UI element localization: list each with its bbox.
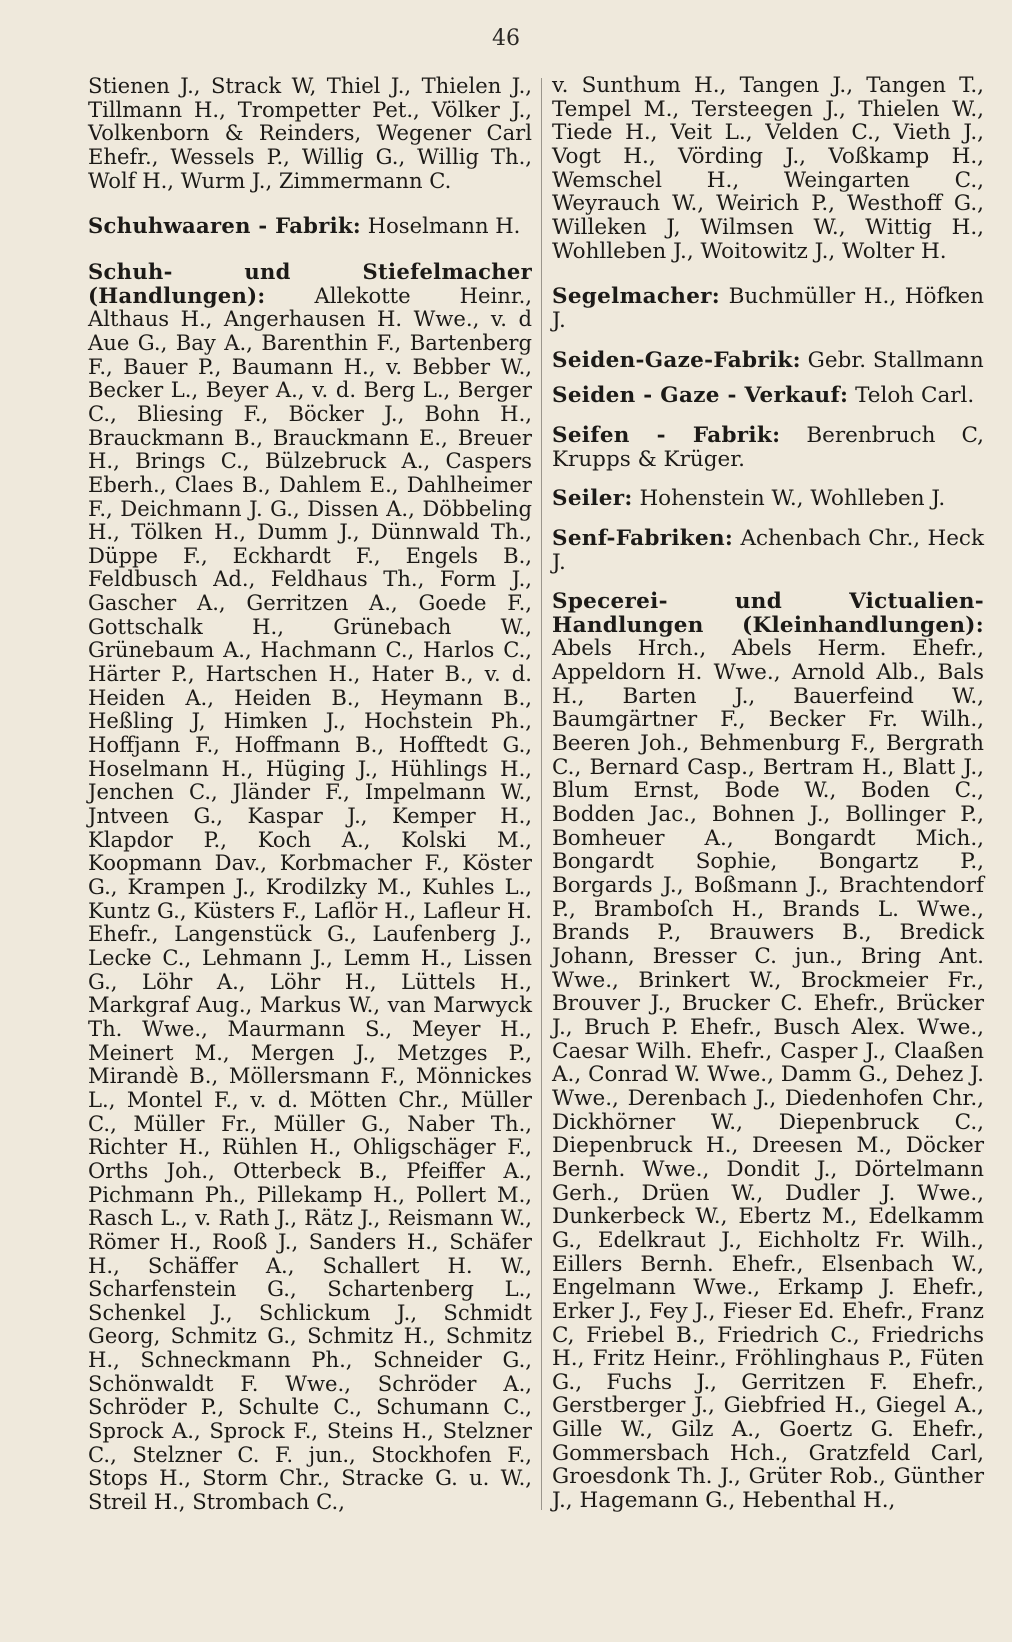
entry-heading: Seiden - Gaze - Verkauf: <box>552 383 849 409</box>
entry-heading: Segelmacher: <box>552 284 721 310</box>
entry-text: Berenbruch C, Krupps & Krüger. <box>552 422 984 472</box>
column-divider <box>541 78 542 1510</box>
entry-text: Abels Hrch., Abels Herm. Ehefr., Appeldorn H. Wwe., Arnold Alb., Bals H., Barten J., Bauerfeind W., Baumgärtner F., Becker Fr. Wilh., Beeren Joh., Behmenburg F., Bergrath C., Bernard Casp., Bertram H., Blatt J., Blum Ernst, Bode W., Boden C., Bodden Jac., Bohnen J., Bollinger P., Bomheuer A., Bongardt Mich., Bongardt Sophie, Bongartz P., Borgards J., Boßmann J., Brachtendorf P., Bramboſch H., Brands L. Wwe., Brands P., Brauwers B., Bredick Johann, Bresser C. jun., Bring Ant. Wwe., Brinkert W., Brockmeier Fr., Brouver J., Brucker C. Ehefr., Brücker J., Bruch P. Ehefr., Busch Alex. Wwe., Caesar Wilh. Ehefr., Casper J., Claaßen A., Conrad W. Wwe., Damm G., Dehez J. Wwe., Derenbach J., Diedenhofen Chr., Dickhörner W., Diepenbruck C., Diepenbruck H., Dreesen M., Döcker Bernh. Wwe., Dondit J., Dörtelmann Gerh., Drüen W., Dudler J. Wwe., Dunkerbeck W., Ebertz M., Edelkamm G., Edelkraut J., Eichholtz Fr. Wilh., Eillers Bernh. Ehefr., Elsenbach W., Engelmann Wwe., Erkamp J. Ehefr., Erker J., Fey J., Fieser Ed. Ehefr., Franz C, Friebel B., Friedrich C., Friedrichs H., Fritz Heinr., Fröhlinghaus P., Füten G., Fuchs J., Gerritzen F. Ehefr., Gerstberger J., Giebfried H., Giegel A., Gille W., Gilz A., Goertz G. Ehefr., Gommersbach Hch., Gratzfeld Carl, Groesdonk Th. J., Grüter Rob., Günther J., Hagemann G., Hebenthal H., <box>552 636 984 1514</box>
entry-heading: Specerei- und Victualien-Handlungen (Kleinhandlungen): <box>552 589 984 638</box>
entry-heading: Seifen - Fabrik: <box>552 422 781 448</box>
entry-segelmacher <box>552 285 984 332</box>
entry-heading: Senf-Fabriken: <box>552 525 734 551</box>
right-column <box>552 74 984 1514</box>
entry-schuh-und-stiefelmacher <box>88 260 532 1514</box>
entry-text: Teloh Carl. <box>855 383 975 409</box>
entry-seiden-gaze-fabrik <box>552 349 984 373</box>
entry-senf-fabriken <box>552 527 984 574</box>
entry-text: Hohenstein W., Wohlleben J. <box>639 486 946 512</box>
entry-specerei-und-victualien <box>552 590 984 1513</box>
left-column <box>88 74 532 1514</box>
right-intro-paragraph: v. Sunthum H., Tangen J., Tangen T., Tempel M., Tersteegen J., Thielen W., Tiede H., Veit L., Velden C., Vieth J., Vogt H., Vörding J., Voßkamp H., Wemschel H., Weingarten C., Weyrauch W., Weirich P., Westhoff G., Willeken J, Wilmsen W., Wittig H., Wohlleben J., Woitowitz J., Wolter H. <box>552 73 984 264</box>
entry-text: Buchmüller H., Höfken J. <box>552 284 984 333</box>
entry-heading: Schuhwaaren - Fabrik: <box>88 213 361 239</box>
entry-seifen-fabrik <box>552 424 984 471</box>
entry-text: Allekotte Heinr., Althaus H., Angerhausen H. Wwe., v. d Aue G., Bay A., Barenthin F., Bartenberg F., Bauer P., Baumann H., v. Bebber W., Becker L., Beyer A., v. d. Berg L., Berger C., Bliesing F., Böcker J., Bohn H., Brauckmann B., Brauckmann E., Breuer H., Brings C., Bülzebruck A., Caspers Eberh., Claes B., Dahlem E., Dahlheimer F., Deichmann J. G., Dissen A., Döbbeling H., Tölken H., Dumm J., Dünnwald Th., Düppe F., Eckhardt F., Engels B., Feldbusch Ad., Feldhaus Th., Form J., Gascher A., Gerritzen A., Goede F., Gottschalk H., Grünebach W., Grünebaum A., Hachmann C., Harlos C., Härter P., Hartschen H., Hater B., v. d. Heiden A., Heiden B., Heymann B., Heßling J, Himken J., Hochstein Ph., Hoffjann F., Hoffmann B., Hofftedt G., Hoselmann H., Hüging J., Hühlings H., Jenchen C., Jländer F., Impelmann W., Jntveen G., Kaspar J., Kemper H., Klapdor P., Koch A., Kolski M., Koopmann Dav., Korbmacher F., Köster G., Krampen J., Krodilzky M., Kuhles L., Kuntz G., Küsters F., Laflör H., Lafleur H. Ehefr., Langenstück G., Laufenberg J., Lecke C., Lehmann J., Lemm H., Lissen G., Löhr A., Löhr H., Lüttels H., Markgraf Aug., Markus W., van Marwyck Th. Wwe., Maurmann S., Meyer H., Meinert M., Mergen J., Metzges P., Mirandè B., Möllersmann F., Mönnickes L., Montel F., v. d. Mötten Chr., Müller C., Müller Fr., Müller G., Naber Th., Richter H., Rühlen H., Ohligschäger F., Orths Joh., Otterbeck B., Pfeiffer A., Pichmann Ph., Pillekamp H., Pollert M., Rasch L., v. Rath J., Rätz J., Reismann W., Römer H., Rooß J., Sanders H., Schäfer H., Schäffer A., Schallert H. W., Scharfenstein G., Schartenberg L., Schenkel J., Schlickum J., Schmidt Georg, Schmitz G., Schmitz H., Schmitz H., Schneckmann Ph., Schneider G., Schönwaldt F. Wwe., Schröder A., Schröder P., Schulte C., Schumann C., Sprock A., Sprock F., Steins H., Stelzner C., Stelzner C. F. jun., Stockhofen F., Stops H., Storm Chr., Stracke G. u. W., Streil H., Strombach C., <box>88 282 532 1515</box>
entry-heading: Schuh- und Stiefelmacher (Handlungen): <box>88 258 532 308</box>
entry-seiden-gaze-verkauf <box>552 384 984 408</box>
page-number: 46 <box>492 26 520 51</box>
entry-text: Achenbach Chr., Heck J. <box>552 525 984 575</box>
entry-schuhwaaren-fabrik <box>88 214 532 238</box>
entry-seiler <box>552 487 984 511</box>
left-intro-paragraph: Stienen J., Strack W, Thiel J., Thielen J., Tillmann H., Trompetter Pet., Völker J., Volkenborn & Reinders, Wegener Carl Ehefr., Wessels P., Willig G., Willig Th., Wolf H., Wurm J., Zimmermann C. <box>88 73 532 193</box>
entry-heading: Seiler: <box>552 486 633 512</box>
entry-text: Hoselmann H. <box>367 213 521 239</box>
entry-text: Gebr. Stallmann <box>807 347 984 373</box>
entry-heading: Seiden-Gaze-Fabrik: <box>552 347 801 373</box>
